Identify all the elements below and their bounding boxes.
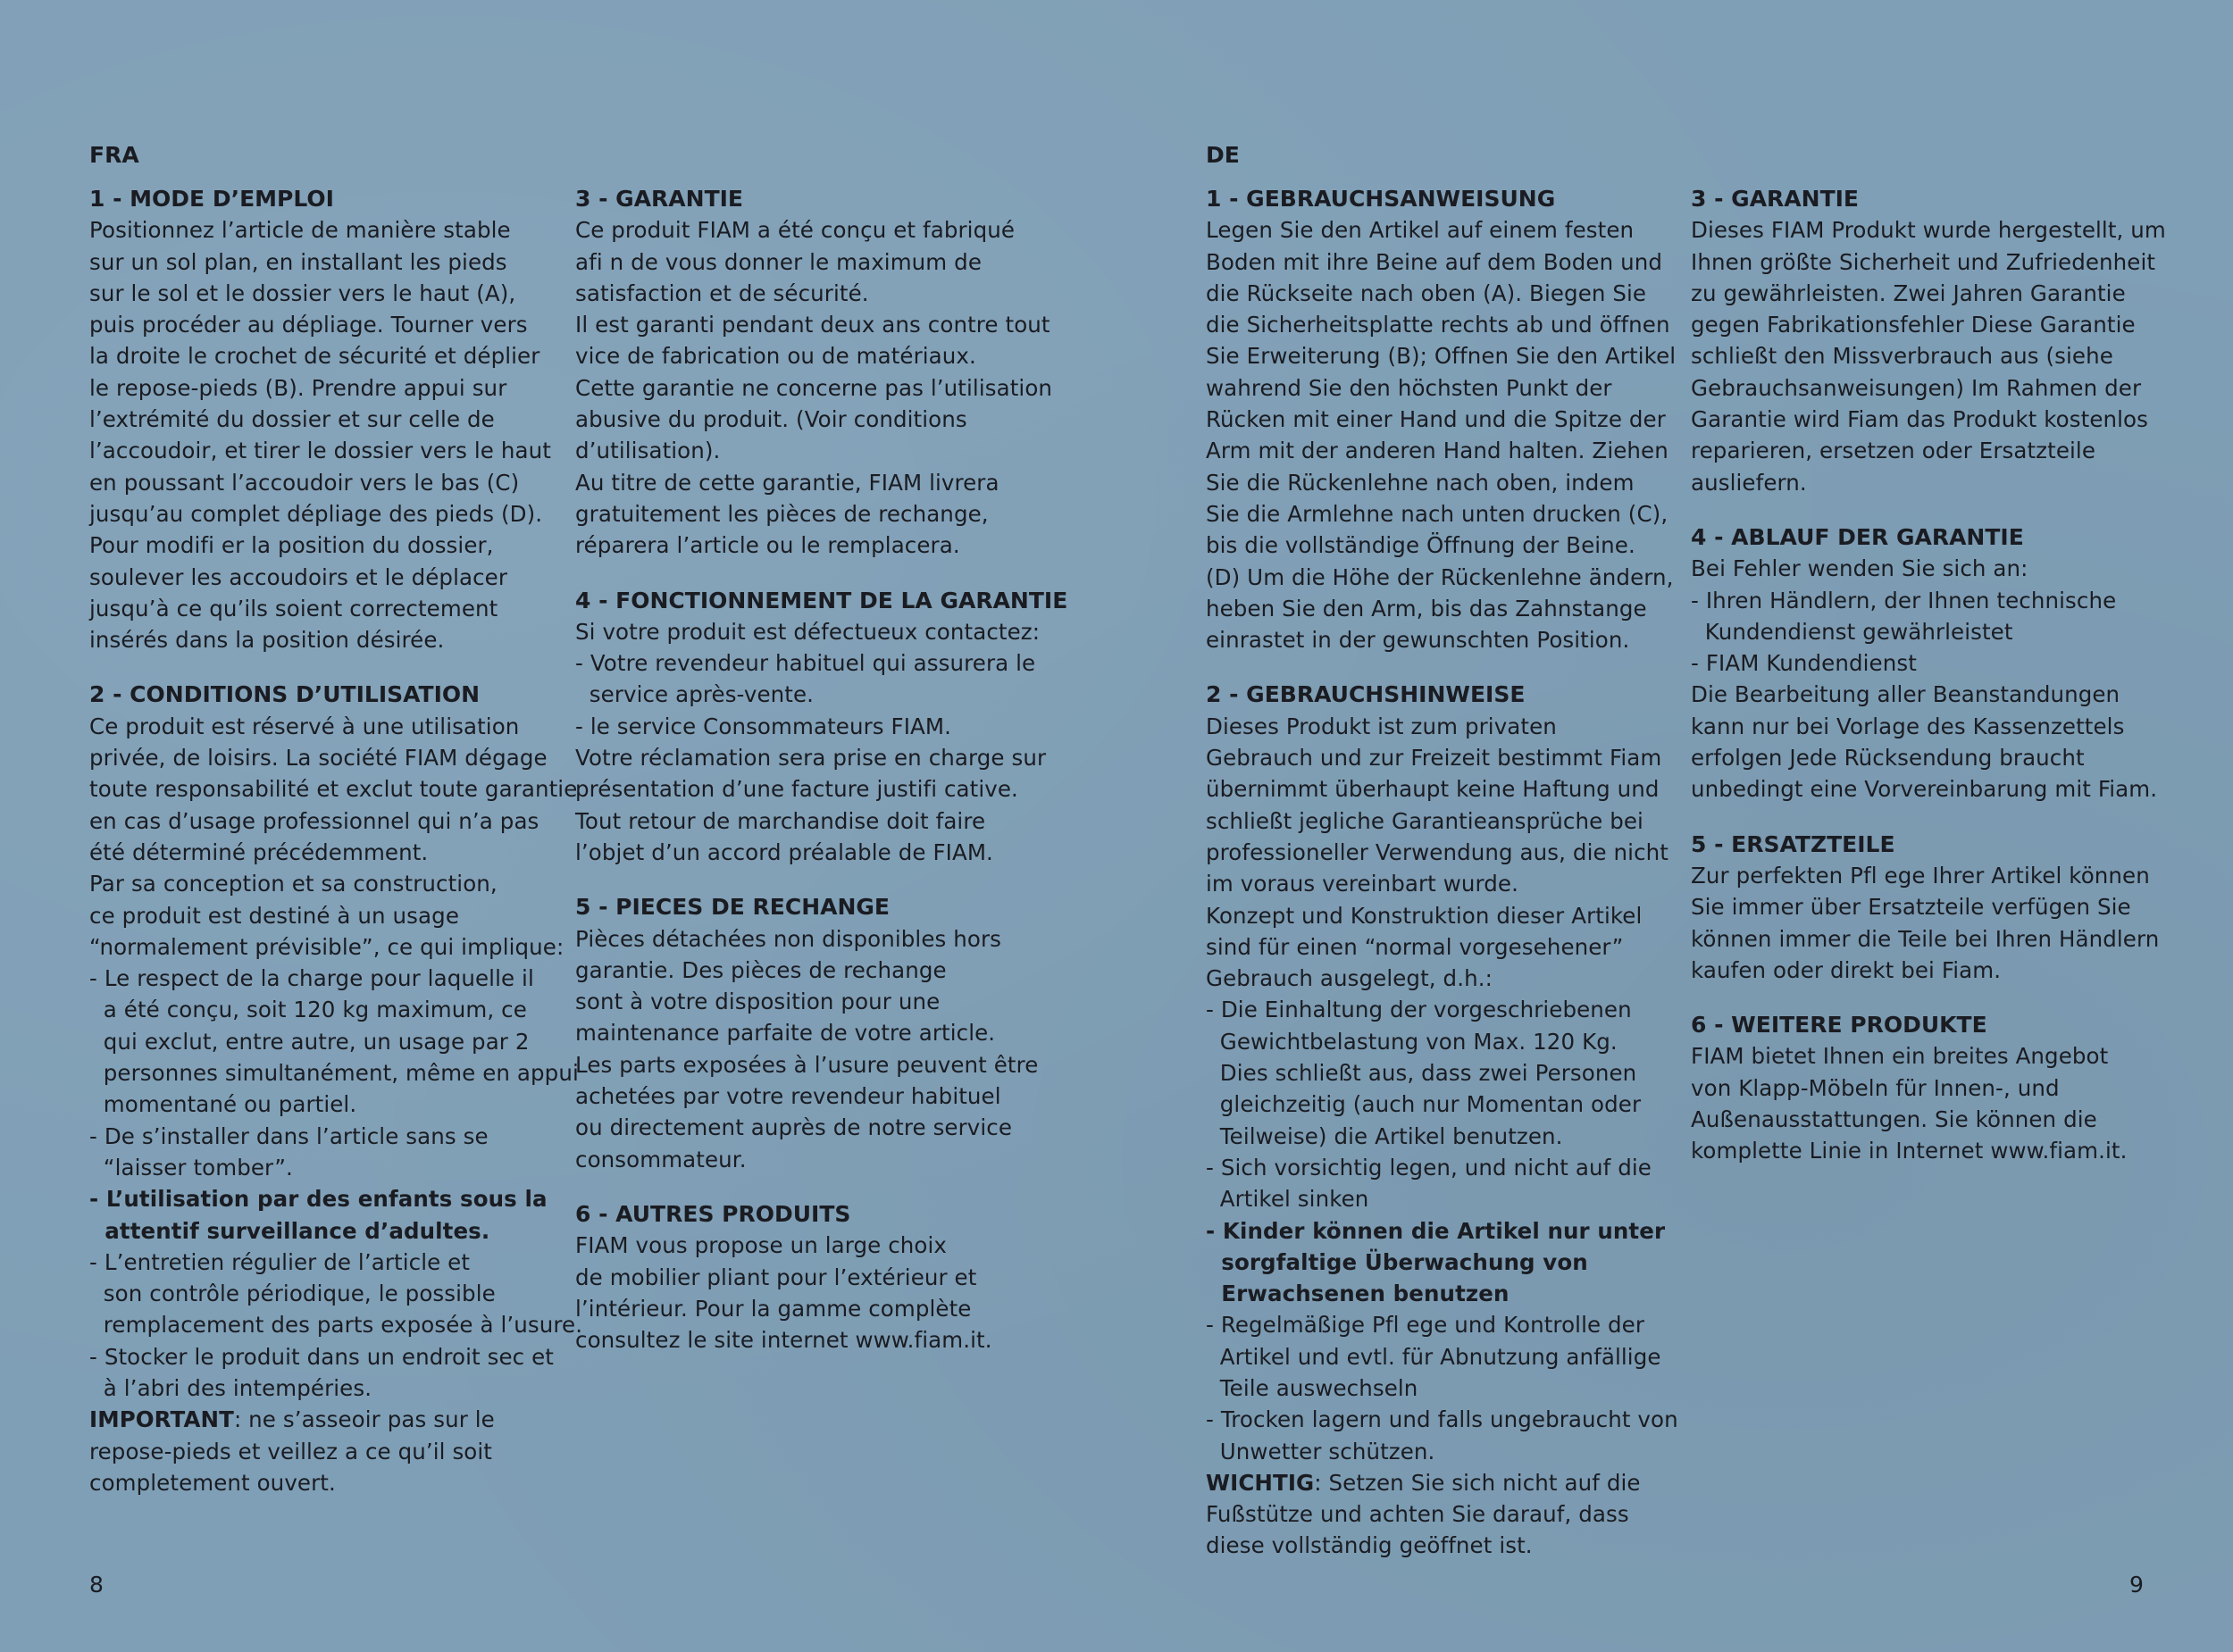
section-title: 1 - GEBRAUCHSANWEISUNG — [1206, 186, 1556, 212]
section-title: 5 - PIECES DE RECHANGE — [575, 894, 891, 921]
text-line: jusqu’à ce qu’ils soient correctement — [89, 595, 498, 622]
text-line: Artikel und evtl. für Abnutzung anfällige — [1206, 1343, 1661, 1370]
text-line: service après-vente. — [575, 681, 815, 708]
text-line: Sie immer über Ersatzteile verfügen Sie — [1691, 894, 2131, 921]
text-line: (D) Um die Höhe der Rückenlehne ändern, — [1206, 563, 1674, 590]
text-line: présentation d’une facture justifi cative. — [575, 776, 1018, 803]
text-line: - Stocker le produit dans un endroit sec et — [89, 1343, 554, 1370]
text-line: garantie. Des pièces de rechange — [575, 956, 947, 983]
page-number-right: 9 — [2129, 1572, 2144, 1598]
text-line: repose-pieds et veillez a ce qu’il soit — [89, 1438, 493, 1464]
text-line: d’utilisation). — [575, 438, 721, 464]
text-line: Fußstütze und achten Sie darauf, dass — [1206, 1501, 1629, 1528]
section — [89, 183, 582, 655]
section — [575, 1198, 1067, 1356]
text-line: im voraus vereinbart wurde. — [1206, 871, 1518, 897]
text-line: kaufen oder direkt bei Fiam. — [1691, 956, 2002, 983]
text-line — [1206, 1467, 1678, 1498]
text-line: Pour modifi er la position du dossier, — [89, 532, 494, 559]
text-line: Sie die Armlehne nach unten drucken (C), — [1206, 500, 1668, 527]
page-number-left: 8 — [89, 1572, 104, 1598]
text-line: en poussant l’accoudoir vers le bas (C) — [89, 469, 520, 496]
text-line: FIAM vous propose un large choix — [575, 1232, 948, 1259]
emphasis-label: WICHTIG — [1206, 1469, 1315, 1496]
text-line: Par sa conception et sa construction, — [89, 871, 498, 897]
text-line: consommateur. — [575, 1146, 747, 1172]
text-line: Sie Erweiterung (B); Offnen Sie den Artikel — [1206, 343, 1677, 370]
text-line: Bei Fehler wenden Sie sich an: — [1691, 555, 2028, 582]
text-line: Boden mit ihre Beine auf dem Boden und — [1206, 248, 1662, 275]
text-line: gratuitement les pièces de rechange, — [575, 500, 989, 527]
text-line: diese vollständig geöffnet ist. — [1206, 1532, 1533, 1559]
text-line: privée, de loisirs. La société FIAM dégage — [89, 745, 548, 772]
text-line-rest: : ne s’asseoir pas sur le — [233, 1406, 495, 1433]
bold-text-line: attentif surveillance d’adultes. — [89, 1217, 490, 1244]
text-line: sur le sol et le dossier vers le haut (A), — [89, 280, 516, 306]
section — [1691, 829, 2166, 986]
text-line — [89, 1404, 582, 1435]
text-line: kann nur bei Vorlage des Kassenzettels — [1691, 713, 2125, 739]
text-line: le repose-pieds (B). Prendre appui sur — [89, 374, 507, 401]
text-line-rest: : Setzen Sie sich nicht auf die — [1314, 1469, 1641, 1496]
section-title: 2 - CONDITIONS D’UTILISATION — [89, 681, 481, 708]
text-line: reparieren, ersetzen oder Ersatzteile — [1691, 438, 2096, 464]
text-line: - L’entretien régulier de l’article et — [89, 1248, 471, 1275]
text-line: qui exclut, entre autre, un usage par 2 — [89, 1028, 530, 1055]
text-line: Außenausstattungen. Sie können die — [1691, 1106, 2097, 1133]
text-line: vice de fabrication ou de matériaux. — [575, 343, 976, 370]
de-column-2 — [1691, 183, 2166, 1190]
text-line: l’extrémité du dossier et sur celle de — [89, 406, 495, 433]
text-line: Zur perfekten Pfl ege Ihrer Artikel können — [1691, 862, 2150, 889]
text-line: Les parts exposées à l’usure peuvent être — [575, 1051, 1039, 1078]
section-title: 3 - GARANTIE — [575, 186, 744, 212]
text-line: Pièces détachées non disponibles hors — [575, 925, 1002, 952]
text-line: insérés dans la position désirée. — [89, 627, 445, 654]
text-line: - Trocken lagern und falls ungebraucht von — [1206, 1406, 1678, 1433]
text-line: Sie die Rückenlehne nach oben, indem — [1206, 469, 1635, 496]
emphasis-label: IMPORTANT — [89, 1406, 234, 1433]
text-line: Arm mit der anderen Hand halten. Ziehen — [1206, 438, 1668, 464]
text-line: ce produit est destiné à un usage — [89, 902, 459, 929]
text-line: die Sicherheitsplatte rechts ab und öffnen — [1206, 312, 1670, 338]
bold-text-line: sorgfaltige Überwachung von — [1206, 1248, 1588, 1275]
fra-column-2 — [575, 183, 1067, 1379]
text-line: satisfaction et de sécurité. — [575, 280, 869, 306]
text-line: sind für einen “normal vorgesehener” — [1206, 933, 1624, 960]
text-line: - Ihren Händlern, der Ihnen technische — [1691, 587, 2117, 613]
section — [575, 183, 1067, 562]
text-line: gegen Fabrikationsfehler Diese Garantie — [1691, 312, 2136, 338]
text-line: komplette Linie in Internet www.fiam.it. — [1691, 1138, 2128, 1164]
text-line: Il est garanti pendant deux ans contre tout — [575, 312, 1050, 338]
text-line: l’intérieur. Pour la gamme complète — [575, 1295, 972, 1322]
text-line: die Rückseite nach oben (A). Biegen Sie — [1206, 280, 1647, 306]
text-line: achetées par votre revendeur habituel — [575, 1083, 1001, 1110]
text-line: Gewichtbelastung von Max. 120 Kg. — [1206, 1028, 1618, 1055]
text-line: von Klapp-Möbeln für Innen-, und — [1691, 1074, 2060, 1101]
text-line: - Votre revendeur habituel qui assurera le — [575, 650, 1036, 677]
text-line: unbedingt eine Vorvereinbarung mit Fiam. — [1691, 776, 2158, 803]
section — [1691, 1009, 2166, 1166]
text-line: Tout retour de marchandise doit faire — [575, 807, 986, 834]
text-line: remplacement des parts exposée à l’usure. — [89, 1312, 583, 1339]
text-line: erfolgen Jede Rücksendung braucht — [1691, 745, 2085, 772]
section — [575, 891, 1067, 1175]
text-line: ausliefern. — [1691, 469, 1807, 496]
section-title: 1 - MODE D’EMPLOI — [89, 186, 334, 212]
section — [1206, 679, 1678, 1561]
text-line: momentané ou partiel. — [89, 1091, 357, 1118]
section-title: 4 - ABLAUF DER GARANTIE — [1691, 523, 2024, 550]
text-line: Si votre produit est défectueux contactez: — [575, 618, 1041, 645]
text-line: wahrend Sie den höchsten Punkt der — [1206, 374, 1612, 401]
section — [1691, 183, 2166, 498]
text-line: puis procéder au dépliage. Tourner vers — [89, 312, 528, 338]
language-heading-fra: FRA — [89, 142, 139, 168]
text-line: ou directement auprès de notre service — [575, 1114, 1013, 1141]
text-line: einrastet in der gewunschten Position. — [1206, 627, 1630, 654]
text-line: - Le respect de la charge pour laquelle il — [89, 965, 534, 992]
text-line: a été conçu, soit 120 kg maximum, ce — [89, 997, 527, 1023]
bold-text-line: - L’utilisation par des enfants sous la — [89, 1186, 548, 1213]
text-line: bis die vollständige Öffnung der Beine. — [1206, 532, 1635, 559]
text-line: de mobilier pliant pour l’extérieur et — [575, 1264, 977, 1290]
text-line: l’accoudoir, et tirer le dossier vers le haut — [89, 438, 551, 464]
text-line: - FIAM Kundendienst — [1691, 650, 1917, 677]
text-line: réparera l’article ou le remplacera. — [575, 532, 960, 559]
text-line: sur un sol plan, en installant les pieds — [89, 248, 507, 275]
text-line: Legen Sie den Artikel auf einem festen — [1206, 217, 1635, 244]
section — [575, 585, 1067, 869]
de-column-1 — [1206, 183, 1678, 1585]
text-line: Gebrauchsanweisungen) Im Rahmen der — [1691, 374, 2142, 401]
text-line: Dieses Produkt ist zum privaten — [1206, 713, 1557, 739]
text-line: - Die Einhaltung der vorgeschriebenen — [1206, 997, 1632, 1023]
text-line: abusive du produit. (Voir conditions — [575, 406, 967, 433]
section-title: 3 - GARANTIE — [1691, 186, 1860, 212]
section-title: 6 - WEITERE PRODUKTE — [1691, 1012, 1987, 1039]
section-title: 4 - FONCTIONNEMENT DE LA GARANTIE — [575, 587, 1068, 613]
text-line: Rücken mit einer Hand und die Spitze der — [1206, 406, 1666, 433]
text-line: Teilweise) die Artikel benutzen. — [1206, 1122, 1563, 1149]
text-line: heben Sie den Arm, bis das Zahnstange — [1206, 595, 1647, 622]
text-line: - Sich vorsichtig legen, und nicht auf die — [1206, 1154, 1652, 1181]
section — [1206, 183, 1678, 655]
text-line: Konzept und Konstruktion dieser Artikel — [1206, 902, 1643, 929]
text-line: schließt den Missverbrauch aus (siehe — [1691, 343, 2113, 370]
text-line: completement ouvert. — [89, 1469, 336, 1496]
text-line: l’objet d’un accord préalable de FIAM. — [575, 839, 993, 865]
text-line: Gebrauch und zur Freizeit bestimmt Fiam — [1206, 745, 1662, 772]
text-line: Artikel sinken — [1206, 1186, 1369, 1213]
text-line: zu gewährleisten. Zwei Jahren Garantie — [1691, 280, 2126, 306]
section — [89, 679, 582, 1498]
text-line: Dieses FIAM Produkt wurde hergestellt, um — [1691, 217, 2166, 244]
section-title: 2 - GEBRAUCHSHINWEISE — [1206, 681, 1526, 708]
text-line: Teile auswechseln — [1206, 1374, 1418, 1401]
section — [1691, 521, 2166, 805]
text-line: jusqu’au complet dépliage des pieds (D). — [89, 500, 543, 527]
fra-column-1 — [89, 183, 582, 1522]
text-line: été déterminé précédemment. — [89, 839, 429, 865]
text-line: sont à votre disposition pour une — [575, 989, 941, 1015]
text-line: personnes simultanément, même en appui — [89, 1060, 579, 1087]
text-line: schließt jegliche Garantieansprüche bei — [1206, 807, 1643, 834]
text-line: toute responsabilité et exclut toute garantie — [89, 776, 578, 803]
text-line: Dies schließt aus, dass zwei Personen — [1206, 1060, 1637, 1087]
text-line: Gebrauch ausgelegt, d.h.: — [1206, 965, 1493, 992]
text-line: Ihnen größte Sicherheit und Zufriedenheit — [1691, 248, 2156, 275]
text-line: soulever les accoudoirs et le déplacer — [89, 563, 508, 590]
text-line: - le service Consommateurs FIAM. — [575, 713, 952, 739]
text-line: “laisser tomber”. — [89, 1154, 293, 1181]
text-line: FIAM bietet Ihnen ein breites Angebot — [1691, 1043, 2109, 1070]
text-line: Unwetter schützen. — [1206, 1438, 1435, 1464]
text-line: consultez le site internet www.fiam.it. — [575, 1327, 992, 1354]
text-line: Die Bearbeitung aller Beanstandungen — [1691, 681, 2120, 708]
text-line: maintenance parfaite de votre article. — [575, 1020, 996, 1047]
language-heading-de: DE — [1206, 142, 1240, 168]
text-line: - De s’installer dans l’article sans se — [89, 1122, 489, 1149]
text-line: Cette garantie ne concerne pas l’utilisation — [575, 374, 1053, 401]
text-line: Ce produit est réservé à une utilisation — [89, 713, 520, 739]
text-line: Kundendienst gewährleistet — [1691, 618, 2013, 645]
text-line: übernimmt überhaupt keine Haftung und — [1206, 776, 1660, 803]
right-page — [1116, 0, 2233, 1652]
bold-text-line: Erwachsenen benutzen — [1206, 1281, 1510, 1307]
bold-text-line: - Kinder können die Artikel nur unter — [1206, 1217, 1666, 1244]
text-line: afi n de vous donner le maximum de — [575, 248, 982, 275]
text-line: Votre réclamation sera prise en charge sur — [575, 745, 1047, 772]
text-line: Garantie wird Fiam das Produkt kostenlos — [1691, 406, 2148, 433]
text-line: können immer die Teile bei Ihren Händlern — [1691, 925, 2160, 952]
text-line: Positionnez l’article de manière stable — [89, 217, 511, 244]
section-title: 5 - ERSATZTEILE — [1691, 830, 1895, 857]
section-title: 6 - AUTRES PRODUITS — [575, 1200, 851, 1227]
text-line: son contrôle périodique, le possible — [89, 1281, 496, 1307]
text-line: Au titre de cette garantie, FIAM livrera — [575, 469, 999, 496]
text-line: la droite le crochet de sécurité et déplier — [89, 343, 540, 370]
text-line: en cas d’usage professionnel qui n’a pas — [89, 807, 539, 834]
text-line: “normalement prévisible”, ce qui implique: — [89, 933, 565, 960]
text-line: à l’abri des intempéries. — [89, 1374, 372, 1401]
left-page — [0, 0, 1116, 1652]
text-line: professioneller Verwendung aus, die nicht — [1206, 839, 1668, 865]
text-line: gleichzeitig (auch nur Momentan oder — [1206, 1091, 1642, 1118]
text-line: Ce produit FIAM a été conçu et fabriqué — [575, 217, 1016, 244]
text-line: - Regelmäßige Pfl ege und Kontrolle der — [1206, 1312, 1645, 1339]
